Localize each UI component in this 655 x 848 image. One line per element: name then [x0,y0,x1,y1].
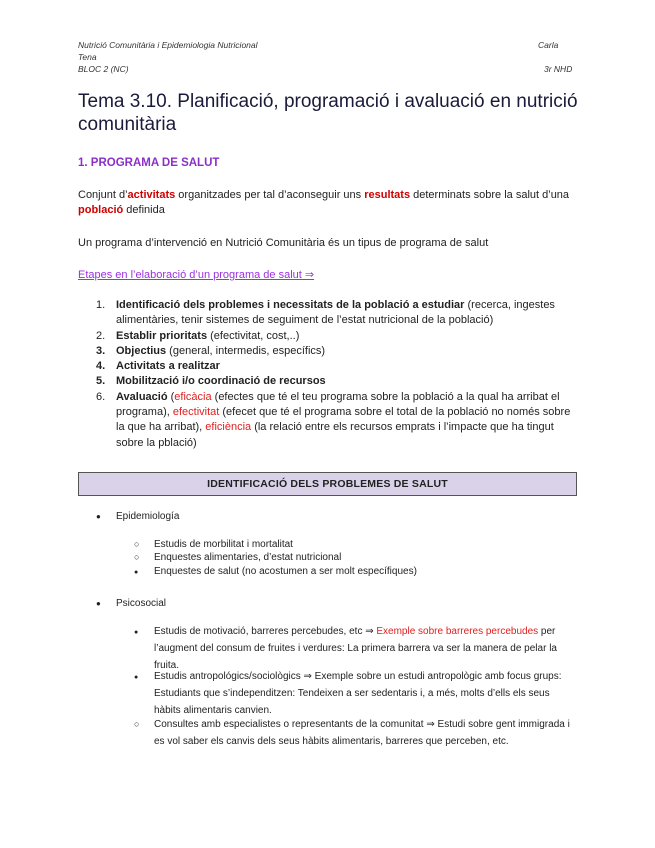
list-item: ○ Enquestes alimentaries, d’estat nutricional [134,549,574,566]
list-item: ○ Estudis de morbilitat i mortalitat [134,536,574,553]
list-item: 3. Objectius (general, intermedis, específics) [96,344,326,357]
list-item: ● Estudis de motivació, barreres percebudes, etc ⇒ Exemple sobre barreres percebudes per l’augment del consum de fruites i verdures: La primera barrera va ser la manera de pelar la fruita. [134,626,557,671]
header-author-first: Carla [538,40,559,50]
intervention-text: Un programa d’intervenció en Nutrició Comunitària és un tipus de programa de salut [78,237,489,249]
steps-list [96,298,576,451]
section-box-title: IDENTIFICACIÓ DELS PROBLEMES DE SALUT [78,472,577,496]
list-item: 2. Establir prioritats (efectivitat, cost,..) [96,329,300,342]
header-author-last: Tena [78,52,97,62]
keyword-resultats: resultats [364,189,411,201]
page-title: Tema 3.10. Planificació, programació i avaluació en nutrició comunitària [78,91,578,135]
list-item: ● Estudis antropológics/sociològics ⇒ Exemple sobre un estudi antropològic amb focus grups: Estudiants que s’independitzen: Tendeixen a ser sedentaris i, a més, molts d’ells els seus hàbits alimentaris canvien. [134,671,562,716]
circle-bullet-icon: ○ [134,552,140,562]
filled-bullet-icon: ● [134,674,139,681]
header-year: 3r NHD [544,64,573,74]
list-item: 1. Identificació dels problemes i necessitats de la població a estudiar (recerca, ingestes alimentàries, tenir sistemes de seguiment de l’estat nutricional de la població) [96,299,555,327]
list-item: 4. Activitats a realitzar [96,360,220,373]
circle-bullet-icon: ○ [134,719,140,729]
filled-bullet-icon: ● [134,629,139,636]
header-block: BLOC 2 (NC) [78,64,129,74]
bullet-icon: ● [96,599,101,608]
definition-paragraph: Conjunt d’activitats organitzades per tal d’aconseguir uns resultats determinats sobre la salut d’una població definida [78,189,570,216]
stages-link[interactable]: Etapes en l’elaboració d’un programa de salut ⇒ [78,269,315,281]
keyword-poblacio: població [78,204,124,216]
filled-bullet-icon: ● [134,569,139,576]
list-item: ● Enquestes de salut (no acostumen a ser molt específiques) [134,563,574,580]
list-item: ○ Consultes amb especialistes o representants de la comunitat ⇒ Estudi sobre gent immigrada i es vol saber els canvis dels seus hàbits alimentaris, barreres que perceben, etc. [134,716,574,750]
bullet-icon: ● [96,512,101,521]
example-link[interactable]: Exemple sobre barreres percebudes [376,626,539,637]
keyword-activitats: activitats [127,189,176,201]
section-heading: 1. PROGRAMA DE SALUT [78,157,220,169]
circle-bullet-icon: ○ [134,539,140,549]
header-course: Nutrició Comunitària i Epidemiologia Nutricional [78,40,258,50]
list-item: 5. Mobilització i/o coordinació de recursos [96,375,326,388]
list-item: 6. Avaluació (eficàcia (efectes que té el teu programa sobre la població a la qual ha arribat el programa), efectivitat (efecet que té el programa sobre el total de la població no només sobre la que ha arribat), eficiència (la relació entre els recursos emprats i l’impacte que ha tingut sobre la pblació) [96,390,571,449]
